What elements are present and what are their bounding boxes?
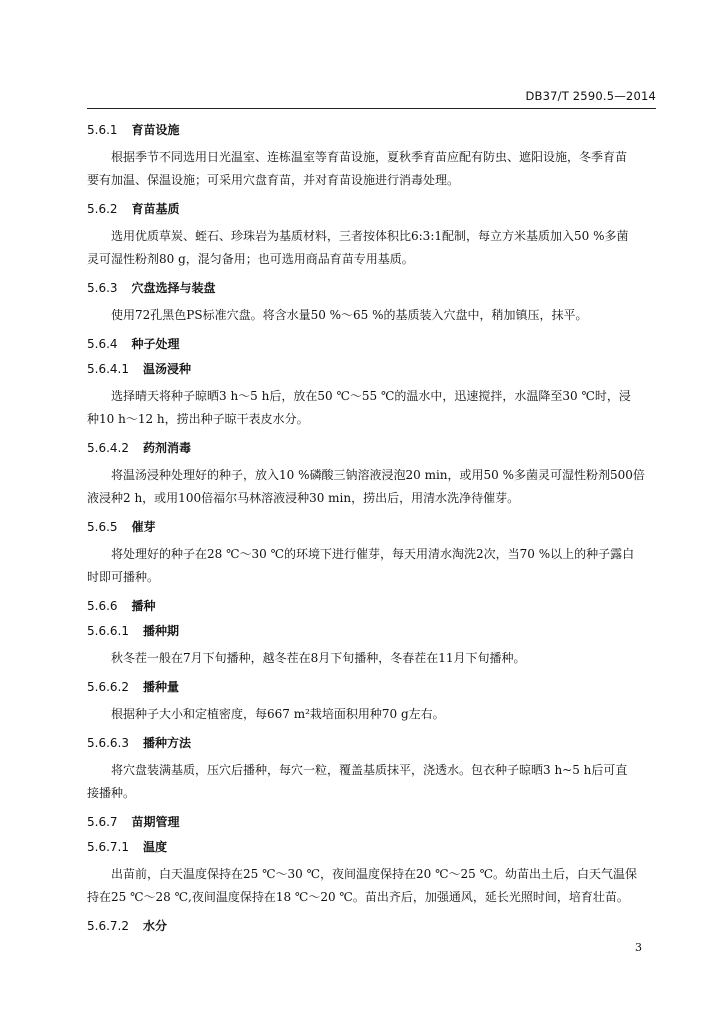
section-title: 种子处理	[131, 337, 180, 351]
section-title: 播种方法	[142, 736, 191, 750]
section-heading	[87, 121, 657, 139]
section-heading	[87, 335, 657, 353]
section-paragraph	[87, 304, 657, 327]
section-heading	[87, 813, 657, 831]
paragraph-line: 根据种子大小和定植密度，每667 m²栽培面积用种70 g左右。	[111, 707, 445, 721]
section-heading	[87, 279, 657, 297]
paragraph-line: 使用72孔黑色PS标准穴盘。将含水量50 %～65 %的基质装入穴盘中，稍加镇压，抹平。	[111, 308, 588, 322]
section-heading	[87, 678, 657, 696]
paragraph-line: 时即可播种。	[87, 570, 160, 584]
section-number: 5.6.4.1	[87, 362, 129, 376]
section-number: 5.6.3	[87, 281, 118, 295]
section-number: 5.6.6.2	[87, 680, 129, 694]
section-heading	[87, 622, 657, 640]
paragraph-line: 将温汤浸种处理好的种子，放入10 %磷酸三钠溶液浸泡20 min，或用50 %多菌灵可湿性粉剂500倍	[111, 468, 645, 482]
section-number: 5.6.7.2	[87, 919, 129, 933]
section-number: 5.6.7	[87, 815, 118, 829]
section-paragraph	[87, 385, 657, 431]
section-paragraph	[87, 543, 657, 589]
section-title: 穴盘选择与装盘	[131, 281, 216, 295]
section-heading	[87, 597, 657, 615]
section-heading	[87, 734, 657, 752]
paragraph-line: 出苗前，白天温度保持在25 ℃～30 ℃，夜间温度保持在20 ℃～25 ℃。幼苗出土后，白天气温保	[111, 867, 638, 881]
section-title: 水分	[142, 919, 167, 933]
section-heading	[87, 518, 657, 536]
paragraph-line: 选用优质草炭、蛭石、珍珠岩为基质材料，三者按体积比6:3:1配制，每立方米基质加入50 %多菌	[111, 229, 629, 243]
paragraph-line: 将穴盘装满基质，压穴后播种，每穴一粒，覆盖基质抹平，浇透水。包衣种子晾晒3 h~5 h后可直	[111, 763, 628, 777]
section-paragraph	[87, 464, 657, 510]
section-number: 5.6.6	[87, 599, 118, 613]
section-title: 苗期管理	[131, 815, 180, 829]
paragraph-line: 灵可湿性粉剂80 g，混匀备用；也可选用商品育苗专用基质。	[87, 252, 414, 266]
section-title: 催芽	[131, 520, 156, 534]
paragraph-line: 种10 h～12 h，捞出种子晾干表皮水分。	[87, 412, 309, 426]
section-number: 5.6.7.1	[87, 840, 129, 854]
section-number: 5.6.4.2	[87, 441, 129, 455]
section-paragraph	[87, 225, 657, 271]
section-heading	[87, 838, 657, 856]
section-number: 5.6.1	[87, 123, 118, 137]
section-number: 5.6.6.1	[87, 624, 129, 638]
section-title: 播种期	[142, 624, 179, 638]
paragraph-line: 选择晴天将种子晾晒3 h～5 h后，放在50 ℃～55 ℃的温水中，迅速搅拌，水温降至30 ℃时，浸	[111, 389, 631, 403]
section-paragraph	[87, 863, 657, 909]
section-paragraph	[87, 759, 657, 805]
section-title: 温度	[142, 840, 167, 854]
section-number: 5.6.2	[87, 202, 118, 216]
paragraph-line: 液浸种2 h，或用100倍福尔马林溶液浸种30 min，捞出后，用清水洗净待催芽。	[87, 491, 520, 505]
section-title: 播种量	[142, 680, 179, 694]
paragraph-line: 根据季节不同选用日光温室、连栋温室等育苗设施，夏秋季育苗应配有防虫、遮阳设施，冬季育苗	[111, 150, 628, 164]
section-title: 药剂消毒	[142, 441, 191, 455]
section-heading	[87, 360, 657, 378]
section-number: 5.6.6.3	[87, 736, 129, 750]
section-title: 播种	[131, 599, 156, 613]
paragraph-line: 接播种。	[87, 786, 136, 800]
paragraph-line: 持在25 ℃～28 ℃,夜间温度保持在18 ℃～20 ℃。苗出齐后，加强通风，延长光照时间，培育壮苗。	[87, 890, 629, 904]
section-title: 育苗基质	[131, 202, 180, 216]
section-number: 5.6.5	[87, 520, 118, 534]
document-code-header: DB37/T 2590.5—2014	[525, 89, 656, 103]
section-paragraph	[87, 703, 657, 726]
page-number: 3	[635, 941, 642, 954]
section-heading	[87, 917, 657, 935]
section-title: 育苗设施	[131, 123, 180, 137]
paragraph-line: 将处理好的种子在28 ℃～30 ℃的环境下进行催芽，每天用清水淘洗2次，当70 %以上的种子露白	[111, 547, 635, 561]
section-heading	[87, 200, 657, 218]
section-title: 温汤浸种	[142, 362, 191, 376]
paragraph-line: 要有加温、保温设施；可采用穴盘育苗，并对育苗设施进行消毒处理。	[87, 173, 460, 187]
paragraph-line: 秋冬茬一般在7月下旬播种，越冬茬在8月下旬播种，冬春茬在11月下旬播种。	[111, 651, 526, 665]
section-heading	[87, 439, 657, 457]
section-number: 5.6.4	[87, 337, 118, 351]
header-divider	[87, 108, 656, 109]
document-body	[87, 118, 657, 942]
section-paragraph	[87, 647, 657, 670]
section-paragraph	[87, 146, 657, 192]
